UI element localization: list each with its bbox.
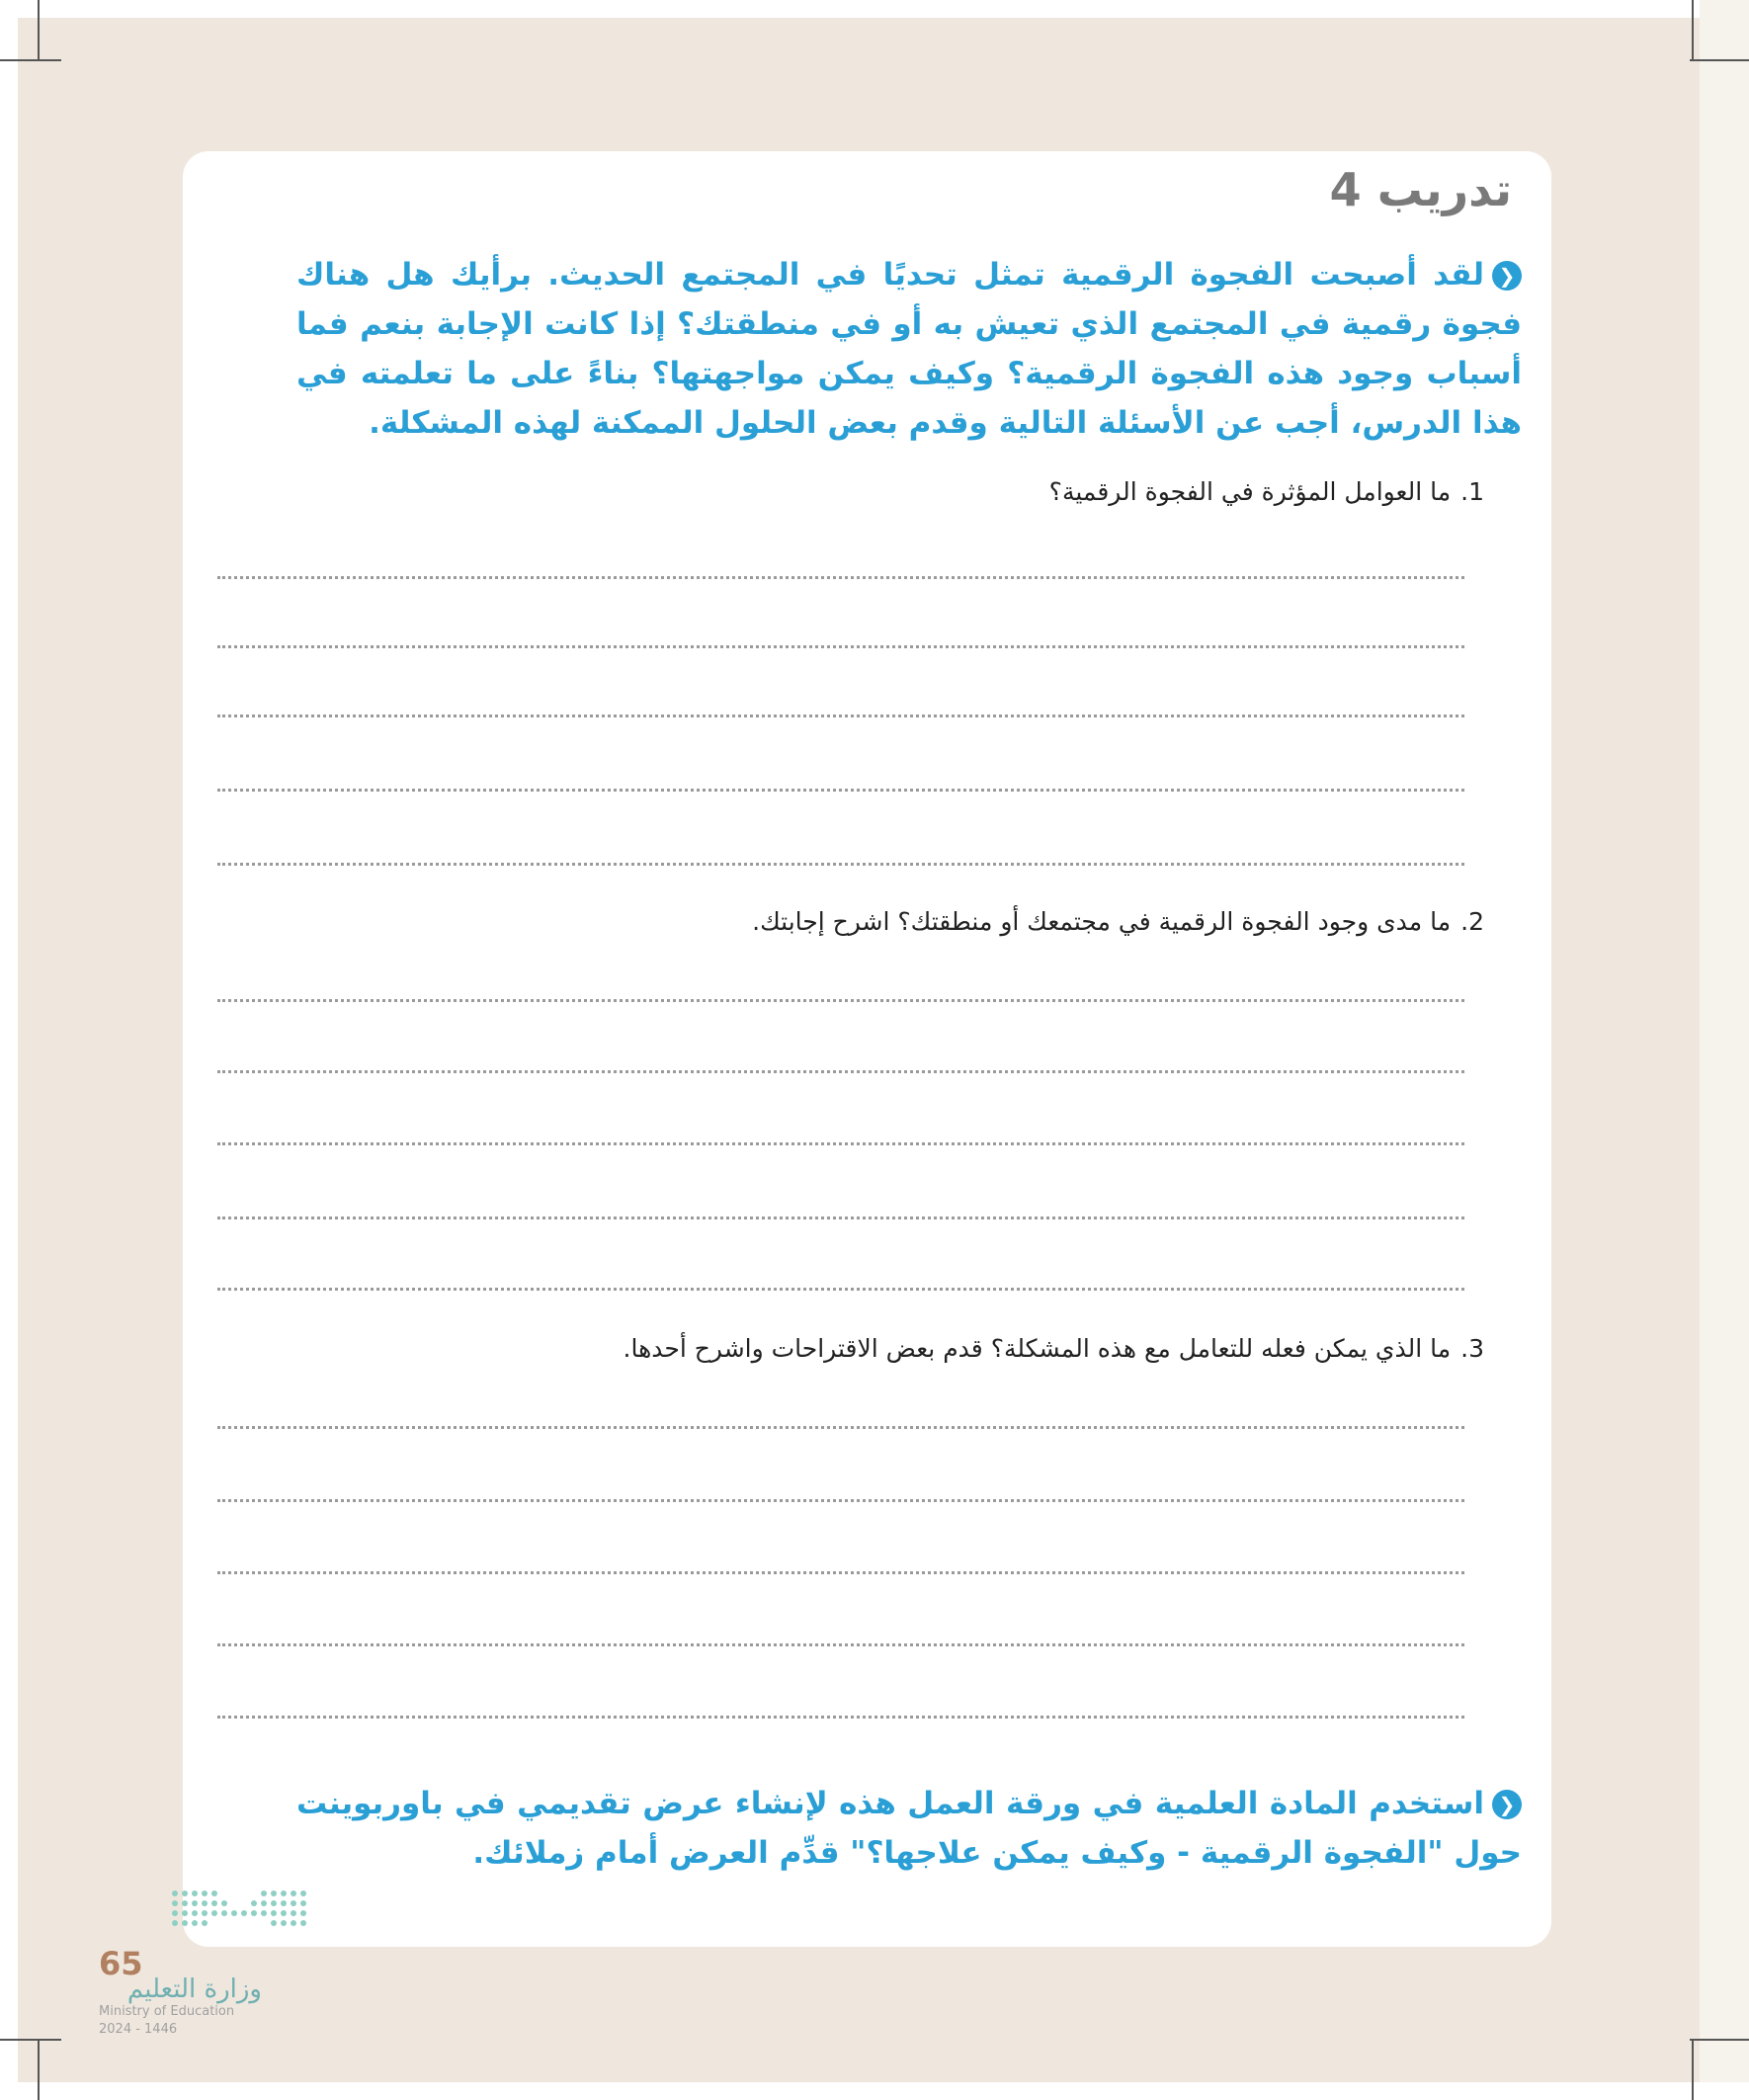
question-text: ما الذي يمكن فعله للتعامل مع هذه المشكلة؟ قدم بعض الاقتراحات واشرح أحدها. [623,1334,1452,1363]
answer-line[interactable] [217,789,1464,792]
answer-line[interactable] [217,714,1464,717]
ministry-name-arabic: وزارة التعليم [126,1974,262,2004]
crop-mark [1690,59,1749,61]
answer-line[interactable] [217,1217,1464,1219]
crop-mark [38,2039,40,2100]
ministry-logo [99,1888,336,2036]
answer-line[interactable] [217,999,1464,1002]
answer-line[interactable] [217,1288,1464,1291]
crop-mark [1692,2039,1694,2100]
answer-line[interactable] [217,576,1464,579]
exercise-card [183,151,1551,1947]
intro-text: لقد أصبحت الفجوة الرقمية تمثل تحديًا في المجتمع الحديث. برأيك هل هناك فجوة رقمية في المجتمع الذي تعيش به أو في منطقتك؟ إذا كانت الإجابة بنعم فما أسباب وجود هذه الفجوة الرقمية؟ وكيف يمكن مواجهتها؟ بناءً على ما تعلمته في هذا الدرس، أجب عن الأسئلة التالية وقدم بعض الحلول الممكنة لهذه المشكلة. [296,257,1522,441]
intro-instruction [296,250,1522,448]
crop-mark [1690,2039,1749,2041]
answer-line[interactable] [217,1643,1464,1646]
crop-mark [1692,0,1694,61]
page-margin-top [0,0,1749,18]
dots-pattern-icon [170,1888,328,1937]
question-number: 2. [1460,907,1484,936]
answer-line[interactable] [217,1070,1464,1073]
question-number: 3. [1460,1334,1484,1363]
question-1 [249,477,1484,506]
answer-line[interactable] [217,1142,1464,1145]
crop-mark [0,59,61,61]
ministry-name-english: Ministry of Education [99,2004,235,2019]
closing-instruction [296,1779,1522,1878]
question-number: 1. [1460,477,1484,506]
answer-line[interactable] [217,1716,1464,1719]
page-number: 65 [99,1945,143,1982]
answer-line[interactable] [217,1426,1464,1429]
question-text: ما مدى وجود الفجوة الرقمية في مجتمعك أو منطقتك؟ اشرح إجابتك. [752,907,1452,936]
page-margin-left [0,0,18,2100]
chevron-left-circle-icon: ❮ [1492,261,1522,291]
academic-year: 2024 - 1446 [99,2022,178,2037]
question-2 [249,907,1484,936]
question-text: ما العوامل المؤثرة في الفجوة الرقمية؟ [1048,477,1452,506]
crop-mark [38,0,40,61]
page-margin-right [1700,0,1749,2100]
closing-text: استخدم المادة العلمية في ورقة العمل هذه لإنشاء عرض تقديمي في باوربوينت حول "الفجوة الرقمية - وكيف يمكن علاجها؟" قدِّم العرض أمام زملائك. [296,1786,1522,1871]
answer-line[interactable] [217,645,1464,648]
crop-mark [0,2039,61,2041]
answer-line[interactable] [217,1499,1464,1502]
chevron-left-circle-icon: ❮ [1492,1790,1522,1819]
answer-line[interactable] [217,863,1464,866]
question-3 [249,1334,1484,1363]
page-margin-bottom [0,2082,1749,2100]
exercise-title: تدريب 4 [1329,163,1512,216]
answer-line[interactable] [217,1571,1464,1574]
